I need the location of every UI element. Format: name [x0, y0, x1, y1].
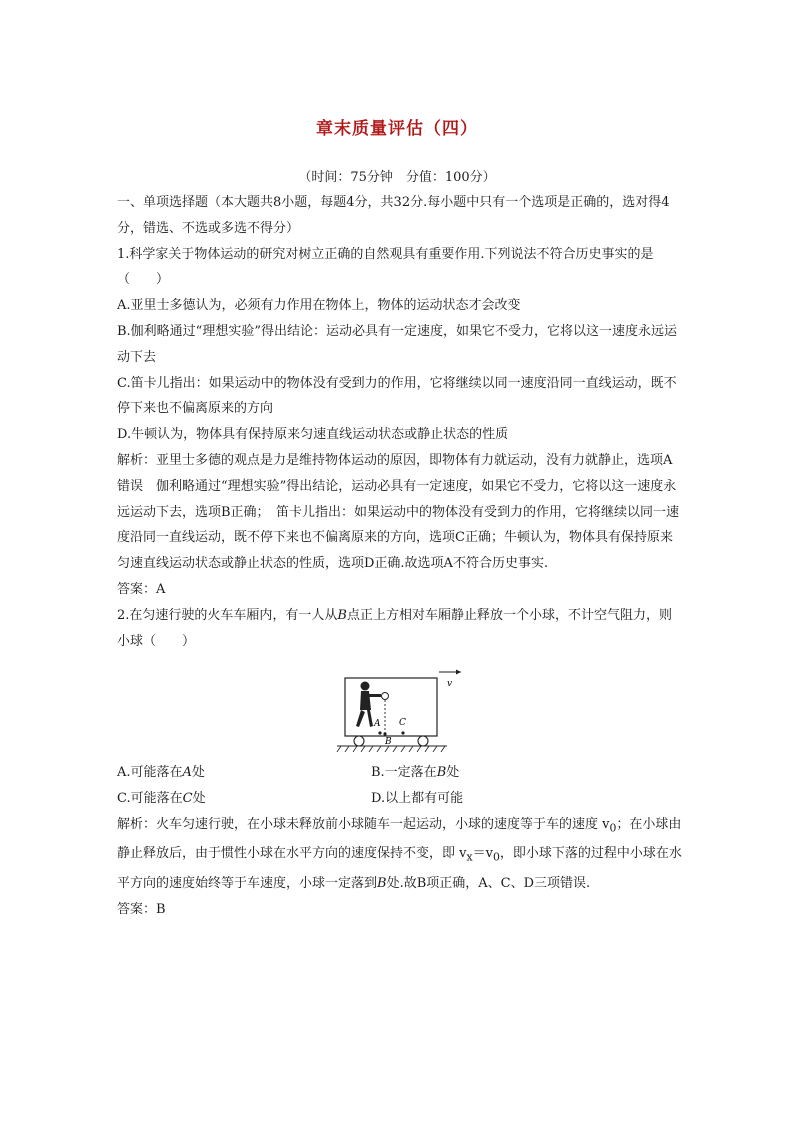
page-title: 章末质量评估（四） — [316, 119, 478, 139]
label-v: v — [447, 679, 453, 690]
label-a: A — [374, 719, 381, 730]
wheel-left-icon — [354, 736, 364, 746]
question-1-option-b: B.伽利略通过“理想实验”得出结论：运动必具有一定速度，如果它不受力，它将以这一速度永远运动下去 — [117, 323, 677, 365]
exam-info: （时间：75分钟 分值：100分） — [298, 170, 496, 185]
question-2-stem: 2.在匀速行驶的火车车厢内，有一人从B点正上方相对车厢静止释放一个小球，不计空气阻力，则小球（ ） — [117, 607, 672, 649]
wheel-right-icon — [418, 736, 428, 746]
question-2-option-d: D.以上都有可能 — [371, 791, 464, 807]
label-b: B — [385, 737, 392, 748]
question-2-analysis: 解析：火车匀速行驶，在小球未释放前小球随车一起运动，小球的速度等于车的速度 $v_0$；在小球由静止释放后，由于惯性小球在水平方向的速度保持不变，即 $v_x=v_0$，即小球下落的过程中小球在水平方向的速度始终等于车速度，小球一定落到B处.故B项正确，A、C、D三项错误. — [117, 816, 682, 891]
ball-icon — [382, 693, 389, 700]
label-c: C — [399, 718, 406, 729]
point-b — [383, 733, 386, 736]
question-1-stem: 1.科学家关于物体运动的研究对树立正确的自然观具有重要作用.下列说法不符合历史事实的是（ ） — [117, 246, 654, 288]
question-2-option-a: A.可能落在A处 — [117, 765, 205, 781]
point-c — [401, 732, 404, 735]
point-a — [378, 732, 381, 735]
question-2-options-row-2 — [117, 786, 682, 812]
train-figure — [117, 664, 682, 756]
question-1-option-d: D.牛顿认为，物体具有保持原来匀速直线运动状态或静止状态的性质 — [117, 427, 509, 443]
question-2-option-b: B.一定落在B处 — [371, 765, 460, 781]
section-heading: 一、单项选择题（本大题共8小题，每题4分，共32分.每小题中只有一个选项是正确的，选对得4分，错选、不选或多选不得分） — [117, 195, 670, 236]
question-1-analysis: 解析：亚里士多德的观点是力是维持物体运动的原因，即物体有力就运动，没有力就静止，选项A错误 伽利略通过“理想实验”得出结论，运动必具有一定速度，如果它不受力，它将以这一速度永远运动下去，选项B正确； 笛卡儿指出：如果运动中的物体没有受到力的作用，它将继续以同一速度沿同一直线运动，既不停下来也不偏离原来的方向，选项C正确；牛顿认为，物体具有保持原来匀速直线运动状态或静止状态的性质，选项D正确.故选项A不符合历史事实. — [117, 452, 680, 572]
question-2-options-row-1 — [117, 760, 682, 786]
question-2-option-c: C.可能落在C处 — [117, 791, 206, 807]
train-car-body — [345, 678, 437, 736]
train-car-illustration — [335, 664, 465, 756]
question-1-option-a: A.亚里士多德认为，必须有力作用在物体上，物体的运动状态才会改变 — [117, 298, 521, 314]
document-body — [117, 190, 682, 922]
question-1-answer: 答案：A — [117, 581, 166, 597]
question-2-answer: 答案：B — [117, 901, 166, 917]
question-1-option-c: C.笛卡儿指出：如果运动中的物体没有受到力的作用，它将继续以同一速度沿同一直线运动，既不停下来也不偏离原来的方向 — [117, 375, 677, 417]
